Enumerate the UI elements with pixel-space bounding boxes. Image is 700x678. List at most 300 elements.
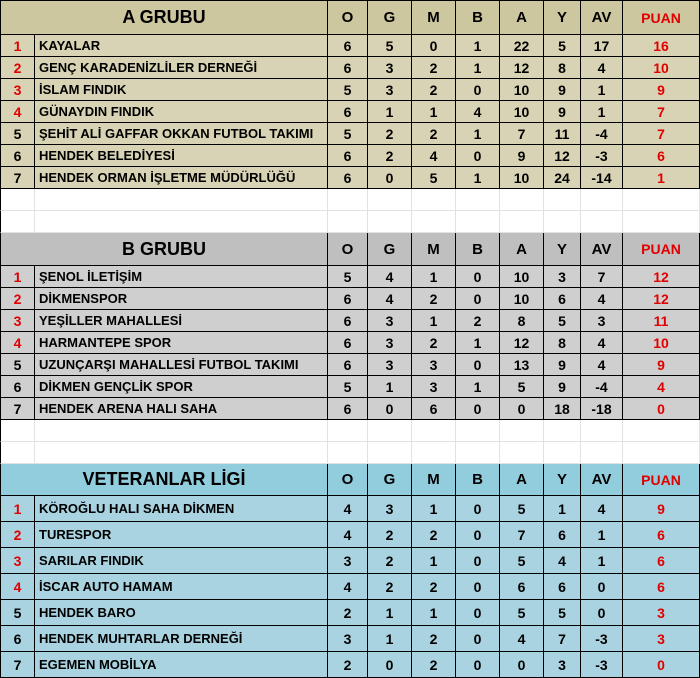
stat-g: 1: [368, 101, 412, 123]
stat-b: 4: [456, 101, 500, 123]
rank-cell: 1: [0, 496, 35, 522]
table-row: [0, 123, 700, 145]
stat-y: 7: [544, 626, 581, 652]
stat-b: 2: [456, 310, 500, 332]
column-header-b: B: [456, 0, 500, 35]
table-row: [0, 626, 700, 652]
stat-y: 5: [544, 310, 581, 332]
team-name: TURESPOR: [35, 522, 328, 548]
stat-a: 5: [500, 496, 544, 522]
stat-o: 2: [328, 600, 368, 626]
stat-y: 8: [544, 332, 581, 354]
stat-puan: 10: [623, 57, 700, 79]
empty-cell: [35, 420, 328, 442]
stat-m: 1: [412, 496, 456, 522]
stat-a: 4: [500, 626, 544, 652]
stat-y: 8: [544, 57, 581, 79]
stat-b: 1: [456, 332, 500, 354]
stat-av: -3: [581, 145, 623, 167]
team-name: HENDEK MUHTARLAR DERNEĞİ: [35, 626, 328, 652]
stat-o: 6: [328, 101, 368, 123]
column-header-b: B: [456, 464, 500, 496]
stat-b: 0: [456, 398, 500, 420]
stat-o: 6: [328, 398, 368, 420]
stat-m: 0: [412, 35, 456, 57]
stat-m: 2: [412, 626, 456, 652]
column-header-y: Y: [544, 233, 581, 266]
stat-puan: 3: [623, 626, 700, 652]
stat-a: 6: [500, 574, 544, 600]
empty-cell: [328, 211, 368, 233]
empty-cell: [368, 189, 412, 211]
table-row: [0, 332, 700, 354]
column-header-b: B: [456, 233, 500, 266]
stat-b: 0: [456, 266, 500, 288]
empty-cell: [544, 189, 581, 211]
stat-puan: 7: [623, 101, 700, 123]
table-row: [0, 167, 700, 189]
empty-cell: [412, 442, 456, 464]
empty-cell: [623, 420, 700, 442]
table-row: [0, 266, 700, 288]
empty-cell: [456, 189, 500, 211]
stat-a: 12: [500, 332, 544, 354]
stat-puan: 0: [623, 398, 700, 420]
stat-a: 7: [500, 123, 544, 145]
stat-b: 0: [456, 288, 500, 310]
empty-cell: [0, 189, 35, 211]
rank-cell: 7: [0, 167, 35, 189]
stat-av: -4: [581, 123, 623, 145]
table-row: [0, 376, 700, 398]
empty-cell: [623, 211, 700, 233]
stat-b: 1: [456, 167, 500, 189]
stat-av: 4: [581, 288, 623, 310]
column-header-av: AV: [581, 0, 623, 35]
stat-m: 2: [412, 574, 456, 600]
stat-g: 1: [368, 626, 412, 652]
stat-av: 17: [581, 35, 623, 57]
stat-m: 1: [412, 310, 456, 332]
stat-m: 5: [412, 167, 456, 189]
stat-m: 2: [412, 123, 456, 145]
stat-puan: 9: [623, 354, 700, 376]
table-row: [0, 522, 700, 548]
empty-cell: [328, 442, 368, 464]
empty-cell: [412, 189, 456, 211]
stat-av: 3: [581, 310, 623, 332]
stat-b: 0: [456, 600, 500, 626]
stat-g: 4: [368, 266, 412, 288]
stat-puan: 6: [623, 145, 700, 167]
stat-m: 2: [412, 79, 456, 101]
empty-cell: [0, 211, 35, 233]
table-row: [0, 145, 700, 167]
rank-cell: 5: [0, 123, 35, 145]
rank-cell: 6: [0, 626, 35, 652]
column-header-av: AV: [581, 464, 623, 496]
rank-cell: 6: [0, 145, 35, 167]
empty-row: [0, 442, 700, 464]
stat-puan: 12: [623, 266, 700, 288]
stat-m: 4: [412, 145, 456, 167]
team-name: ŞEHİT ALİ GAFFAR OKKAN FUTBOL TAKIMI: [35, 123, 328, 145]
stat-a: 22: [500, 35, 544, 57]
empty-cell: [368, 211, 412, 233]
stat-g: 0: [368, 167, 412, 189]
stat-av: -18: [581, 398, 623, 420]
stat-b: 0: [456, 652, 500, 678]
stat-av: 0: [581, 600, 623, 626]
empty-row: [0, 189, 700, 211]
stat-g: 2: [368, 123, 412, 145]
stat-g: 2: [368, 522, 412, 548]
stat-m: 2: [412, 332, 456, 354]
table-row: [0, 548, 700, 574]
stat-y: 9: [544, 101, 581, 123]
rank-cell: 1: [0, 35, 35, 57]
stat-m: 1: [412, 600, 456, 626]
stat-av: 7: [581, 266, 623, 288]
stat-g: 3: [368, 79, 412, 101]
stat-y: 6: [544, 574, 581, 600]
stat-y: 24: [544, 167, 581, 189]
stat-y: 3: [544, 266, 581, 288]
team-name: GENÇ KARADENİZLİLER DERNEĞİ: [35, 57, 328, 79]
stat-puan: 6: [623, 574, 700, 600]
empty-cell: [581, 420, 623, 442]
table-row: [0, 35, 700, 57]
table-row: [0, 79, 700, 101]
empty-cell: [0, 420, 35, 442]
stat-a: 5: [500, 600, 544, 626]
a-group-header: [0, 0, 700, 35]
team-name: HENDEK ARENA HALI SAHA: [35, 398, 328, 420]
stat-m: 1: [412, 266, 456, 288]
stat-m: 2: [412, 57, 456, 79]
stat-a: 10: [500, 167, 544, 189]
stat-a: 5: [500, 376, 544, 398]
empty-cell: [0, 442, 35, 464]
rank-cell: 4: [0, 101, 35, 123]
stat-b: 1: [456, 35, 500, 57]
stat-av: 1: [581, 79, 623, 101]
column-header-m: M: [412, 233, 456, 266]
stat-m: 3: [412, 376, 456, 398]
stat-m: 6: [412, 398, 456, 420]
stat-g: 2: [368, 574, 412, 600]
stat-o: 5: [328, 123, 368, 145]
empty-cell: [623, 189, 700, 211]
stat-puan: 9: [623, 496, 700, 522]
stat-b: 1: [456, 376, 500, 398]
rank-cell: 4: [0, 574, 35, 600]
column-header-a: A: [500, 0, 544, 35]
stat-av: 1: [581, 522, 623, 548]
column-header-a: A: [500, 233, 544, 266]
stat-av: 4: [581, 354, 623, 376]
rank-cell: 4: [0, 332, 35, 354]
stat-puan: 12: [623, 288, 700, 310]
stat-m: 1: [412, 101, 456, 123]
empty-cell: [456, 420, 500, 442]
stat-av: 1: [581, 101, 623, 123]
group-title: B GRUBU: [0, 233, 328, 266]
stat-g: 0: [368, 398, 412, 420]
team-name: HENDEK ORMAN İŞLETME MÜDÜRLÜĞÜ: [35, 167, 328, 189]
group-title: VETERANLAR LİGİ: [0, 464, 328, 496]
team-name: HARMANTEPE SPOR: [35, 332, 328, 354]
empty-cell: [500, 189, 544, 211]
stat-m: 2: [412, 288, 456, 310]
v-group-header: [0, 464, 700, 496]
stat-b: 0: [456, 79, 500, 101]
column-header-a: A: [500, 464, 544, 496]
stat-a: 0: [500, 398, 544, 420]
stat-g: 4: [368, 288, 412, 310]
empty-cell: [368, 442, 412, 464]
rank-cell: 7: [0, 398, 35, 420]
rank-cell: 3: [0, 548, 35, 574]
table-row: [0, 288, 700, 310]
stat-a: 12: [500, 57, 544, 79]
stat-puan: 9: [623, 79, 700, 101]
rank-cell: 3: [0, 310, 35, 332]
stat-puan: 11: [623, 310, 700, 332]
stat-g: 3: [368, 57, 412, 79]
stat-m: 1: [412, 548, 456, 574]
stat-b: 0: [456, 354, 500, 376]
rank-cell: 2: [0, 288, 35, 310]
column-header-av: AV: [581, 233, 623, 266]
stat-a: 13: [500, 354, 544, 376]
team-name: ŞENOL İLETİŞİM: [35, 266, 328, 288]
empty-cell: [35, 189, 328, 211]
stat-y: 6: [544, 522, 581, 548]
column-header-puan: PUAN: [623, 233, 700, 266]
stat-o: 2: [328, 652, 368, 678]
empty-cell: [500, 420, 544, 442]
stat-y: 4: [544, 548, 581, 574]
stat-a: 7: [500, 522, 544, 548]
empty-cell: [35, 442, 328, 464]
table-row: [0, 57, 700, 79]
stat-puan: 1: [623, 167, 700, 189]
stat-o: 6: [328, 288, 368, 310]
stat-o: 5: [328, 266, 368, 288]
group-title: A GRUBU: [0, 0, 328, 35]
stat-a: 10: [500, 101, 544, 123]
stat-av: 4: [581, 496, 623, 522]
stat-av: 0: [581, 574, 623, 600]
empty-cell: [623, 442, 700, 464]
stat-o: 6: [328, 354, 368, 376]
empty-row: [0, 211, 700, 233]
empty-cell: [544, 420, 581, 442]
column-header-o: O: [328, 233, 368, 266]
table-row: [0, 354, 700, 376]
stat-y: 9: [544, 376, 581, 398]
stat-av: 1: [581, 548, 623, 574]
stat-o: 5: [328, 79, 368, 101]
stat-g: 3: [368, 354, 412, 376]
stat-av: 4: [581, 57, 623, 79]
rank-cell: 2: [0, 57, 35, 79]
stat-o: 5: [328, 376, 368, 398]
stat-y: 3: [544, 652, 581, 678]
team-name: HENDEK BARO: [35, 600, 328, 626]
team-name: HENDEK BELEDİYESİ: [35, 145, 328, 167]
stat-b: 0: [456, 574, 500, 600]
stat-b: 0: [456, 522, 500, 548]
stat-g: 3: [368, 332, 412, 354]
stat-b: 0: [456, 548, 500, 574]
column-header-o: O: [328, 464, 368, 496]
stat-o: 3: [328, 626, 368, 652]
rank-cell: 7: [0, 652, 35, 678]
stat-a: 8: [500, 310, 544, 332]
column-header-g: G: [368, 233, 412, 266]
stat-m: 2: [412, 522, 456, 548]
column-header-o: O: [328, 0, 368, 35]
rank-cell: 3: [0, 79, 35, 101]
column-header-y: Y: [544, 464, 581, 496]
team-name: EGEMEN MOBİLYA: [35, 652, 328, 678]
column-header-g: G: [368, 464, 412, 496]
stat-o: 6: [328, 332, 368, 354]
rank-cell: 6: [0, 376, 35, 398]
empty-cell: [456, 442, 500, 464]
stat-y: 1: [544, 496, 581, 522]
column-header-m: M: [412, 464, 456, 496]
column-header-puan: PUAN: [623, 0, 700, 35]
team-name: SARILAR FINDIK: [35, 548, 328, 574]
stat-g: 2: [368, 548, 412, 574]
stat-a: 0: [500, 652, 544, 678]
stat-g: 2: [368, 145, 412, 167]
stat-av: -4: [581, 376, 623, 398]
empty-cell: [500, 211, 544, 233]
stat-a: 5: [500, 548, 544, 574]
stat-g: 3: [368, 496, 412, 522]
column-header-y: Y: [544, 0, 581, 35]
empty-cell: [368, 420, 412, 442]
team-name: YEŞİLLER MAHALLESİ: [35, 310, 328, 332]
column-header-puan: PUAN: [623, 464, 700, 496]
stat-puan: 10: [623, 332, 700, 354]
empty-cell: [500, 442, 544, 464]
stat-puan: 0: [623, 652, 700, 678]
column-header-g: G: [368, 0, 412, 35]
stat-o: 6: [328, 167, 368, 189]
stat-puan: 4: [623, 376, 700, 398]
stat-a: 9: [500, 145, 544, 167]
stat-puan: 7: [623, 123, 700, 145]
stat-y: 5: [544, 600, 581, 626]
team-name: GÜNAYDIN FINDIK: [35, 101, 328, 123]
stat-puan: 16: [623, 35, 700, 57]
stat-b: 0: [456, 496, 500, 522]
stat-y: 5: [544, 35, 581, 57]
empty-cell: [456, 211, 500, 233]
team-name: KAYALAR: [35, 35, 328, 57]
empty-cell: [35, 211, 328, 233]
empty-cell: [412, 211, 456, 233]
table-row: [0, 600, 700, 626]
stat-av: -3: [581, 652, 623, 678]
rank-cell: 5: [0, 354, 35, 376]
stat-o: 4: [328, 574, 368, 600]
stat-puan: 6: [623, 548, 700, 574]
stat-o: 6: [328, 35, 368, 57]
empty-cell: [581, 189, 623, 211]
column-header-m: M: [412, 0, 456, 35]
stat-g: 5: [368, 35, 412, 57]
b-group-header: [0, 233, 700, 266]
team-name: DİKMEN GENÇLİK SPOR: [35, 376, 328, 398]
team-name: KÖROĞLU HALI SAHA DİKMEN: [35, 496, 328, 522]
stat-b: 0: [456, 626, 500, 652]
stat-b: 0: [456, 145, 500, 167]
table-row: [0, 310, 700, 332]
table-row: [0, 574, 700, 600]
stat-o: 6: [328, 57, 368, 79]
team-name: İSCAR AUTO HAMAM: [35, 574, 328, 600]
table-row: [0, 496, 700, 522]
stat-a: 10: [500, 79, 544, 101]
team-name: UZUNÇARŞI MAHALLESİ FUTBOL TAKIMI: [35, 354, 328, 376]
stat-o: 6: [328, 310, 368, 332]
stat-g: 1: [368, 376, 412, 398]
stat-av: -3: [581, 626, 623, 652]
empty-cell: [412, 420, 456, 442]
stat-puan: 3: [623, 600, 700, 626]
empty-cell: [328, 420, 368, 442]
stat-m: 3: [412, 354, 456, 376]
stat-y: 18: [544, 398, 581, 420]
empty-cell: [544, 442, 581, 464]
stat-g: 1: [368, 600, 412, 626]
empty-cell: [581, 211, 623, 233]
stat-b: 1: [456, 123, 500, 145]
stat-o: 4: [328, 522, 368, 548]
rank-cell: 2: [0, 522, 35, 548]
team-name: İSLAM FINDIK: [35, 79, 328, 101]
stat-b: 1: [456, 57, 500, 79]
table-row: [0, 652, 700, 678]
stat-y: 11: [544, 123, 581, 145]
empty-row: [0, 420, 700, 442]
stat-a: 10: [500, 266, 544, 288]
empty-cell: [328, 189, 368, 211]
stat-a: 10: [500, 288, 544, 310]
empty-cell: [544, 211, 581, 233]
stat-av: -14: [581, 167, 623, 189]
table-row: [0, 101, 700, 123]
stat-o: 6: [328, 145, 368, 167]
stat-y: 9: [544, 354, 581, 376]
team-name: DİKMENSPOR: [35, 288, 328, 310]
table-row: [0, 398, 700, 420]
empty-cell: [581, 442, 623, 464]
stat-g: 3: [368, 310, 412, 332]
stat-g: 0: [368, 652, 412, 678]
stat-y: 12: [544, 145, 581, 167]
stat-m: 2: [412, 652, 456, 678]
stat-av: 4: [581, 332, 623, 354]
stat-puan: 6: [623, 522, 700, 548]
rank-cell: 5: [0, 600, 35, 626]
